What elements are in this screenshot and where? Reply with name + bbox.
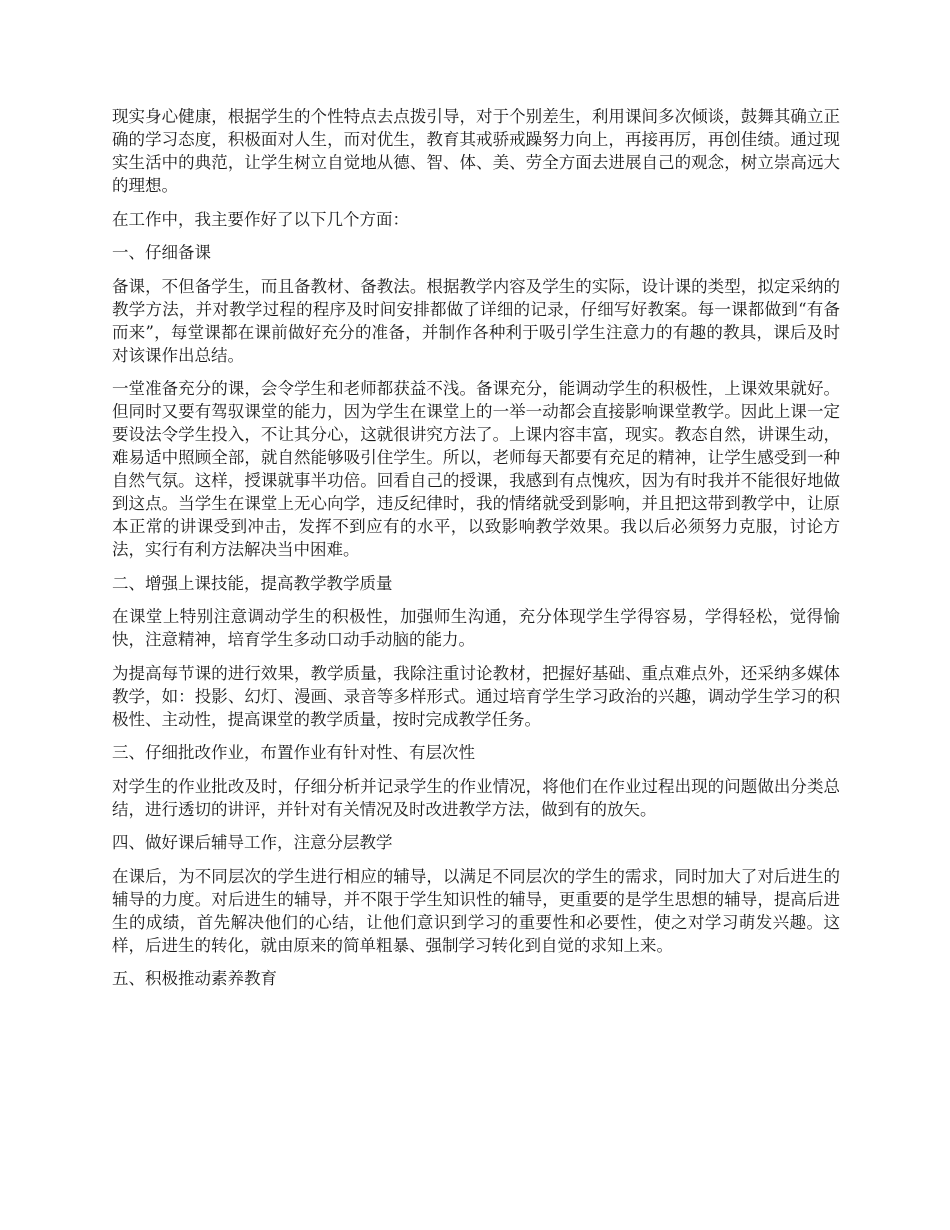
paragraph-work-aspects: 在工作中，我主要作好了以下几个方面： [112, 209, 409, 229]
paragraph-classroom-engagement: 在课堂上特别注意调动学生的积极性，加强师生沟通，充分体现学生学得容易，学得轻松，觉得愉快，注意精神，培育学生多动口动手动脑的能力。 [112, 607, 840, 649]
heading-homework: 三、仔细批改作业，布置作业有针对性、有层次性 [112, 743, 475, 762]
heading-teaching-skills: 二、增强上课技能，提高教学教学质量 [112, 573, 393, 593]
paragraph-tutoring: 在课后，为不同层次的学生进行相应的辅导，以满足不同层次的学生的需求，同时加大了对后进生的辅导的力度。对后进生的辅导，并不限于学生知识性的辅导，更重要的是学生思想的辅导，提高后进生的成绩，首先解决他们的心结，让他们意识到学习的重要性和必要性，使之对学习萌发兴趣。这样，后进生的转化，就由原来的简单粗暴、强制学习转化到自觉的求知上来。 [112, 866, 840, 955]
heading-tutoring: 四、做好课后辅导工作，注意分层教学 [112, 833, 393, 852]
heading-quality-education: 五、积极推动素养教育 [112, 969, 277, 988]
paragraph-prepared-class: 一堂准备充分的课，会令学生和老师都获益不浅。备课充分，能调动学生的积极性，上课效果就好。但同时又要有驾驭课堂的能力，因为学生在课堂上的一举一动都会直接影响课堂教学。因此上课一定要设法令学生投入，不让其分心，这就很讲究方法了。上课内容丰富，现实。教态自然，讲课生动，难易适中照顾全部，就自然能够吸引住学生。所以，老师每天都要有充足的精神，让学生感受到一种自然气氛。这样，授课就事半功倍。回看自己的授课，我感到有点愧疚，因为有时我并不能很好地做到这点。当学生在课堂上无心向学，违反纪律时，我的情绪就受到影响，并且把这带到教学中，让原本正常的讲课受到冲击，发挥不到应有的水平，以致影响教学效果。我以后必须努力克服，讨论方法，实行有利方法解决当中困难。 [112, 379, 840, 559]
paragraph-lesson-prep: 备课，不但备学生，而且备教材、备教法。根据教学内容及学生的实际，设计课的类型，拟定采纳的教学方法，并对教学过程的程序及时间安排都做了详细的记录，仔细写好教案。每一课都做到“有备而来”，每堂课都在课前做好充分的准备，并制作各种利于吸引学生注意力的有趣的教具，课后及时对该课作出总结。 [112, 276, 840, 365]
document-body [112, 105, 840, 1001]
paragraph-teaching-quality: 为提高每节课的进行效果，教学质量，我除注重讨论教材，把握好基础、重点难点外，还采纳多媒体教学，如：投影、幻灯、漫画、录音等多样形式。通过培育学生学习政治的兴趣，调动学生学习的积极性、主动性，提高课堂的教学质量，按时完成教学任务。 [112, 663, 840, 729]
paragraph-homework: 对学生的作业批改及时，仔细分析并记录学生的作业情况，将他们在作业过程出现的问题做出分类总结，进行透切的讲评，并针对有关情况及时改进教学方法，做到有的放矢。 [112, 776, 840, 819]
heading-lesson-prep: 一、仔细备课 [112, 243, 211, 262]
paragraph-intro: 现实身心健康，根据学生的个性特点去点拨引导，对于个别差生，利用课间多次倾谈，鼓舞其确立正确的学习态度，积极面对人生，而对优生，教育其戒骄戒躁努力向上，再接再厉，再创佳绩。通过现实生活中的典范，让学生树立自觉地从德、智、体、美、劳全方面去进展自己的观念，树立崇高远大的理想。 [112, 107, 840, 195]
